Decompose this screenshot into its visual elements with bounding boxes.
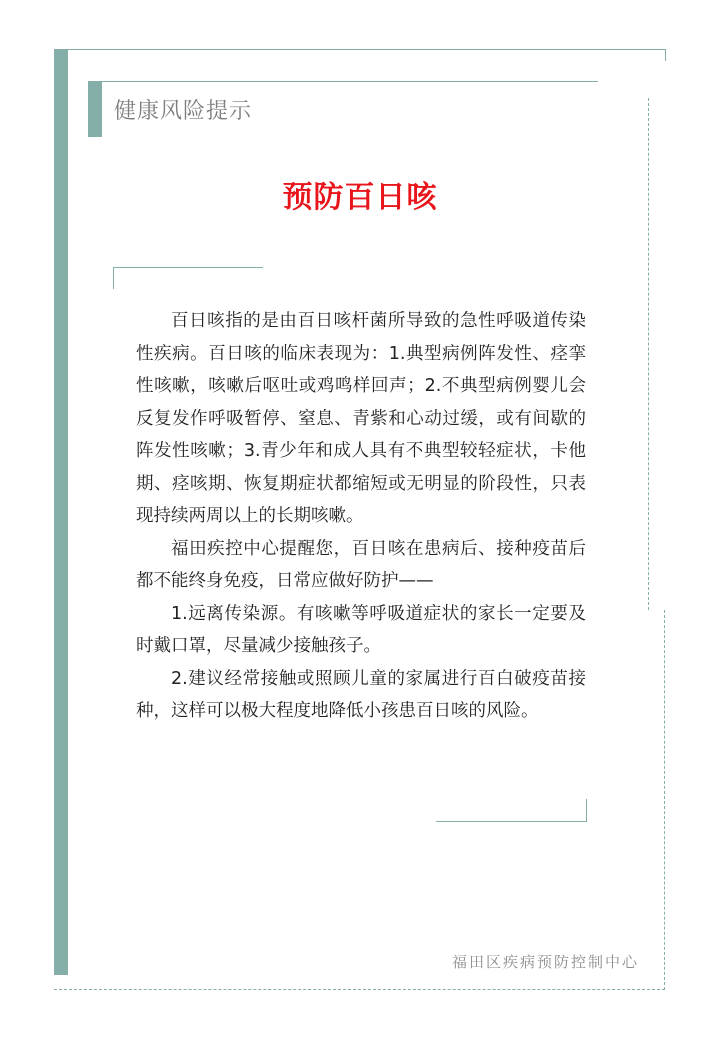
corner-bracket-bottom-right-horizontal [436,821,586,822]
paragraph-reminder: 福田疾控中心提醒您，百日咳在患病后、接种疫苗后都不能终身免疫，日常应做好防护—— [136,538,586,591]
article-body [136,305,586,728]
top-border-line [68,49,665,50]
article-title: 预防百日咳 [282,180,438,215]
paragraph-tip-1: 1.远离传染源。有咳嗽等呼吸道症状的家长一定要及时戴口罩，尽量减少接触孩子。 [136,603,586,656]
corner-bracket-top-left-horizontal [113,267,263,268]
corner-bracket-bottom-right-vertical [586,799,587,822]
section-header-title: 健康风险提示 [114,99,253,124]
corner-bracket-top-left-vertical [113,267,114,289]
right-dashed-border-lower [664,610,665,990]
right-dashed-border [648,98,649,610]
right-border-tick [665,49,666,61]
paragraph-tip-2: 2.建议经常接触或照顾儿童的家属进行百白破疫苗接种，这样可以极大程度地降低小孩患百日咳的风险。 [136,668,586,721]
footer-organization: 福田区疾病预防控制中心 [451,953,639,971]
paragraph-intro: 百日咳指的是由百日咳杆菌所导致的急性呼吸道传染性疾病。百日咳的临床表现为：1.典型病例阵发性、痉挛性咳嗽，咳嗽后呕吐或鸡鸣样回声；2.不典型病例婴儿会反复发作呼吸暂停、窒息、青紫和心动过缓，或有间歇的阵发性咳嗽；3.青少年和成人具有不典型较轻症状，卡他期、痉咳期、恢复期症状都缩短或无明显的阶段性，只表现持续两周以上的长期咳嗽。 [136,311,586,526]
header-top-line [102,81,598,82]
header-accent-block [88,81,102,137]
bottom-dashed-border [54,989,665,990]
